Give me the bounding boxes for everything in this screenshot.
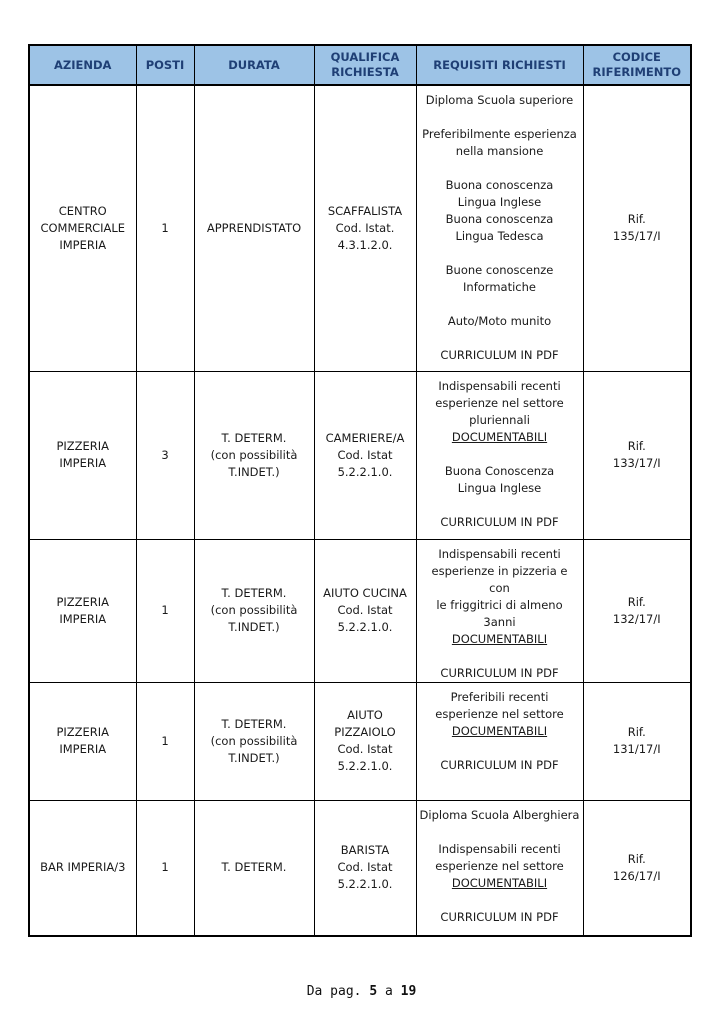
cell-azienda	[29, 539, 136, 682]
requisiti-line: esperienze nel settore	[435, 706, 564, 721]
requisiti-line: CURRICULUM IN PDF	[440, 665, 559, 680]
cell-azienda	[29, 85, 136, 371]
codice-line: 126/17/I	[612, 868, 661, 883]
spacer	[420, 296, 580, 313]
requisiti-line: CURRICULUM IN PDF	[440, 757, 559, 772]
cell-requisiti	[416, 682, 583, 800]
requisiti-line: Buona conoscenza	[445, 178, 554, 192]
requisiti-line: Lingua Inglese	[457, 480, 542, 495]
azienda-line: IMPERIA	[59, 456, 107, 470]
header-durata: DURATA	[194, 45, 314, 85]
footer-page-number: 5	[369, 984, 378, 999]
cell-azienda	[29, 800, 136, 936]
header-requisiti: REQUISITI RICHIESTI	[416, 45, 583, 85]
qualifica-line: Cod. Istat	[337, 447, 393, 462]
durata-line: (con possibilità	[210, 733, 298, 748]
cell-qualifica	[314, 85, 416, 371]
azienda-line: BAR IMPERIA/3	[40, 860, 126, 875]
header-posti: POSTI	[136, 45, 194, 85]
cell-requisiti	[416, 371, 583, 539]
requisiti-line: Lingua Tedesca	[455, 229, 544, 243]
header-azienda: AZIENDA	[29, 45, 136, 85]
qualifica-line: AIUTO	[347, 708, 383, 722]
requisiti-line: Buona conoscenza	[445, 212, 554, 226]
cell-azienda	[29, 371, 136, 539]
azienda-line: PIZZERIA	[56, 725, 110, 739]
codice-line: 133/17/I	[612, 456, 661, 470]
qualifica-line: Cod. Istat	[337, 742, 393, 756]
qualifica-line: CAMERIERE/A	[325, 430, 405, 445]
qualifica-line: 5.2.2.1.0.	[337, 620, 393, 634]
table-row	[29, 800, 691, 936]
page-footer	[0, 984, 723, 999]
codice-line: Rif.	[627, 725, 646, 739]
qualifica-line: 5.2.2.1.0.	[337, 759, 393, 773]
cell-qualifica	[314, 371, 416, 539]
cell-requisiti	[416, 85, 583, 371]
azienda-line: IMPERIA	[59, 237, 107, 252]
cell-posti	[136, 800, 194, 936]
codice-line: Rif.	[627, 439, 646, 453]
cell-codice	[583, 539, 691, 682]
requisiti-line: Informatiche	[463, 280, 536, 294]
spacer	[420, 892, 580, 909]
cell-qualifica	[314, 539, 416, 682]
cell-qualifica	[314, 800, 416, 936]
footer-separator: a	[384, 984, 393, 999]
header-qualifica-line-1: QUALIFICA	[330, 50, 400, 64]
requisiti-line: esperienze nel settore	[435, 395, 564, 410]
footer-prefix: Da pag.	[306, 984, 362, 999]
requisiti-line: Buona Conoscenza	[444, 463, 555, 478]
durata-line: (con possibilità	[210, 603, 298, 617]
posti-line: 1	[161, 603, 169, 617]
posti-line: 1	[161, 860, 169, 875]
table-header-row	[29, 45, 691, 85]
requisiti-line: CURRICULUM IN PDF	[440, 514, 559, 529]
spacer	[420, 824, 580, 841]
durata-line: T. DETERM.	[221, 430, 287, 445]
table-row	[29, 371, 691, 539]
spacer	[420, 330, 580, 347]
spacer	[420, 245, 580, 262]
azienda-line: PIZZERIA	[56, 439, 110, 453]
header-codice	[583, 45, 691, 85]
requisiti-line: le friggitrici di almeno 3anni	[436, 597, 563, 629]
header-qualifica-line-2: RICHIESTA	[331, 65, 399, 79]
spacer	[420, 740, 580, 757]
spacer	[420, 109, 580, 126]
footer-total-pages: 19	[400, 984, 417, 999]
cell-requisiti	[416, 539, 583, 682]
table-row	[29, 682, 691, 800]
cell-codice	[583, 682, 691, 800]
codice-line: Rif.	[627, 594, 646, 609]
cell-durata	[194, 539, 314, 682]
codice-line: Rif.	[627, 851, 646, 866]
requisiti-line: esperienze nel settore	[435, 858, 564, 873]
cell-posti	[136, 682, 194, 800]
requisiti-line: Indispensabili recenti	[438, 841, 561, 856]
requisiti-line: DOCUMENTABILI	[451, 429, 548, 444]
requisiti-line: Diploma Scuola Alberghiera	[419, 807, 580, 822]
qualifica-line: AIUTO CUCINA	[323, 586, 407, 600]
header-codice-line-1: CODICE	[612, 50, 661, 64]
cell-codice	[583, 85, 691, 371]
requisiti-line: esperienze in pizzeria e con	[431, 563, 568, 595]
spacer	[420, 160, 580, 177]
azienda-line: IMPERIA	[59, 742, 107, 756]
spacer	[420, 648, 580, 665]
qualifica-line: 5.2.2.1.0.	[337, 877, 393, 892]
azienda-line: IMPERIA	[59, 611, 107, 626]
durata-line: T.INDET.)	[228, 620, 280, 634]
azienda-line: PIZZERIA	[56, 594, 110, 609]
requisiti-line: DOCUMENTABILI	[451, 631, 548, 646]
codice-line: 135/17/I	[612, 229, 661, 244]
requisiti-line: CURRICULUM IN PDF	[440, 909, 559, 924]
spacer	[420, 446, 580, 463]
requisiti-line: Indispensabili recenti	[438, 546, 561, 561]
durata-line: T.INDET.)	[228, 750, 280, 765]
qualifica-line: Cod. Istat	[337, 860, 393, 875]
qualifica-line: PIZZAIOLO	[334, 725, 396, 739]
posti-line: 3	[161, 447, 169, 462]
cell-posti	[136, 539, 194, 682]
header-qualifica	[314, 45, 416, 85]
cell-durata	[194, 85, 314, 371]
requisiti-line: Buone conoscenze	[445, 263, 554, 277]
qualifica-line: 5.2.2.1.0.	[337, 464, 393, 479]
header-codice-line-2: RIFERIMENTO	[592, 65, 682, 79]
requisiti-line: Preferibilmente esperienza	[422, 127, 577, 141]
posti-line: 1	[161, 733, 169, 748]
qualifica-line: Cod. Istat	[337, 603, 393, 617]
cell-codice	[583, 800, 691, 936]
qualifica-line: BARISTA	[340, 843, 390, 858]
cell-requisiti	[416, 800, 583, 936]
azienda-line: CENTRO	[58, 203, 107, 218]
posti-line: 1	[161, 220, 169, 235]
durata-line: T.INDET.)	[228, 464, 280, 479]
qualifica-line: Cod. Istat.	[335, 220, 395, 235]
requisiti-line: Preferibili recenti	[450, 689, 549, 704]
durata-line: T. DETERM.	[221, 860, 287, 875]
cell-codice	[583, 371, 691, 539]
codice-line: Rif.	[627, 212, 646, 227]
cell-durata	[194, 800, 314, 936]
durata-line: (con possibilità	[210, 447, 298, 462]
durata-line: T. DETERM.	[221, 586, 287, 600]
azienda-line: COMMERCIALE	[40, 220, 126, 235]
codice-line: 132/17/I	[612, 611, 661, 626]
spacer	[420, 497, 580, 514]
requisiti-line: DOCUMENTABILI	[451, 875, 548, 890]
requisiti-line: CURRICULUM IN PDF	[440, 348, 559, 362]
cell-azienda	[29, 682, 136, 800]
cell-durata	[194, 682, 314, 800]
table-row	[29, 85, 691, 371]
durata-line: APPRENDISTATO	[206, 220, 302, 235]
codice-line: 131/17/I	[612, 742, 661, 756]
cell-qualifica	[314, 682, 416, 800]
requisiti-line: DOCUMENTABILI	[451, 723, 548, 738]
requisiti-line: Lingua Inglese	[457, 195, 542, 209]
requisiti-line: Auto/Moto munito	[447, 314, 552, 328]
requisiti-line: nella mansione	[455, 144, 544, 158]
table-row	[29, 539, 691, 682]
requisiti-line: Indispensabili recenti	[438, 378, 561, 393]
cell-posti	[136, 371, 194, 539]
cell-posti	[136, 85, 194, 371]
requisiti-line: Diploma Scuola superiore	[425, 93, 574, 107]
qualifica-line: SCAFFALISTA	[327, 203, 403, 218]
cell-durata	[194, 371, 314, 539]
durata-line: T. DETERM.	[221, 716, 287, 731]
qualifica-line: 4.3.1.2.0.	[337, 237, 393, 252]
job-offers-table	[28, 44, 692, 937]
table-body	[29, 85, 691, 936]
requisiti-line: pluriennali	[469, 412, 530, 427]
